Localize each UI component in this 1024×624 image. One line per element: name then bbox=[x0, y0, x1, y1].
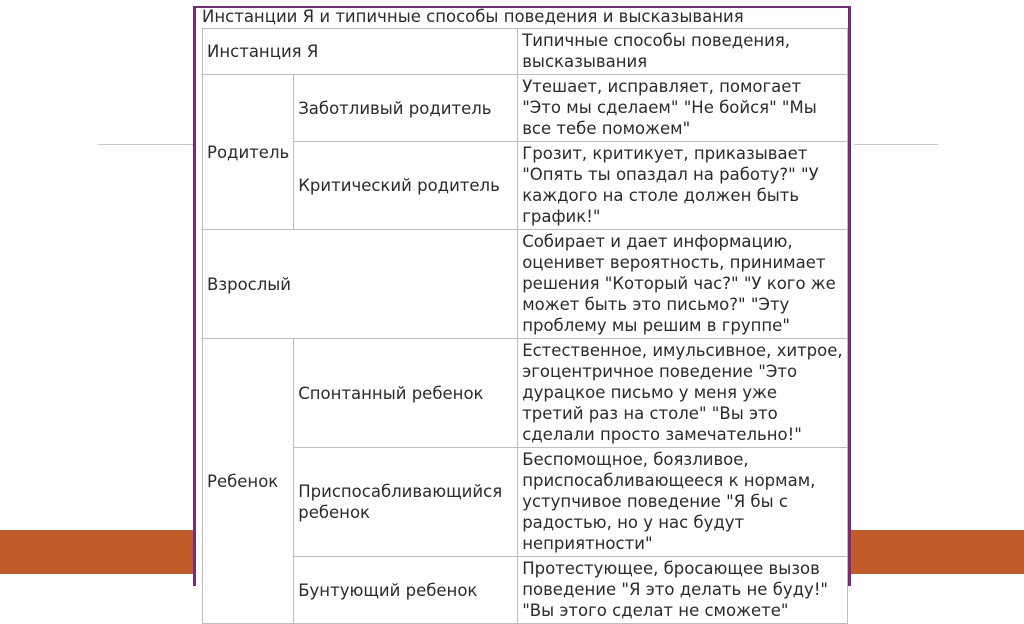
row-label: Заботливый родитель bbox=[294, 75, 518, 142]
row-description: Протестующее, бросающее вызов поведение "Я это делать не буду!" "Вы этого сделат не сможете" bbox=[518, 557, 848, 624]
ego-states-table bbox=[202, 28, 848, 624]
table-row bbox=[203, 230, 848, 339]
table-row bbox=[203, 557, 848, 624]
row-description: Утешает, исправляет, помогает "Это мы сделаем" "Не бойся" "Мы все тебе поможем" bbox=[518, 75, 848, 142]
row-description: Беспомощное, боязливое, приспосабливающееся к нормам, уступчивое поведение "Я бы с радостью, но у нас будут неприятности" bbox=[518, 448, 848, 557]
group-adult: Взрослый bbox=[203, 230, 518, 339]
table-row bbox=[203, 142, 848, 230]
row-label: Бунтующий ребенок bbox=[294, 557, 518, 624]
group-parent: Родитель bbox=[203, 75, 294, 230]
table-row bbox=[203, 75, 848, 142]
table-row bbox=[203, 339, 848, 448]
table-caption: Инстанции Я и типичные способы поведения и высказывания bbox=[202, 7, 744, 26]
table-row bbox=[203, 448, 848, 557]
table-image-frame bbox=[193, 6, 851, 620]
group-child: Ребенок bbox=[203, 339, 294, 624]
row-label: Приспосабливающийся ребенок bbox=[294, 448, 518, 557]
row-description: Естественное, имульсивное, хитрое, эгоцентричное поведение "Это дурацкое письмо у меня уже третий раз на столе" "Вы это сделали просто замечательно!" bbox=[518, 339, 848, 448]
row-label: Критический родитель bbox=[294, 142, 518, 230]
row-description: Грозит, критикует, приказывает "Опять ты опаздал на работу?" "У каждого на столе должен быть график!" bbox=[518, 142, 848, 230]
table-header-row bbox=[203, 29, 848, 75]
slide-divider-left bbox=[98, 144, 198, 145]
header-instance: Инстанция Я bbox=[203, 29, 518, 75]
row-description: Собирает и дает информацию, оценивет вероятность, принимает решения "Который час?" "У кого же может быть это письмо?" "Эту проблему мы решим в группе" bbox=[518, 230, 848, 339]
header-behavior: Типичные способы поведения, высказывания bbox=[518, 29, 848, 75]
row-label: Спонтанный ребенок bbox=[294, 339, 518, 448]
slide-divider-right bbox=[854, 144, 938, 145]
